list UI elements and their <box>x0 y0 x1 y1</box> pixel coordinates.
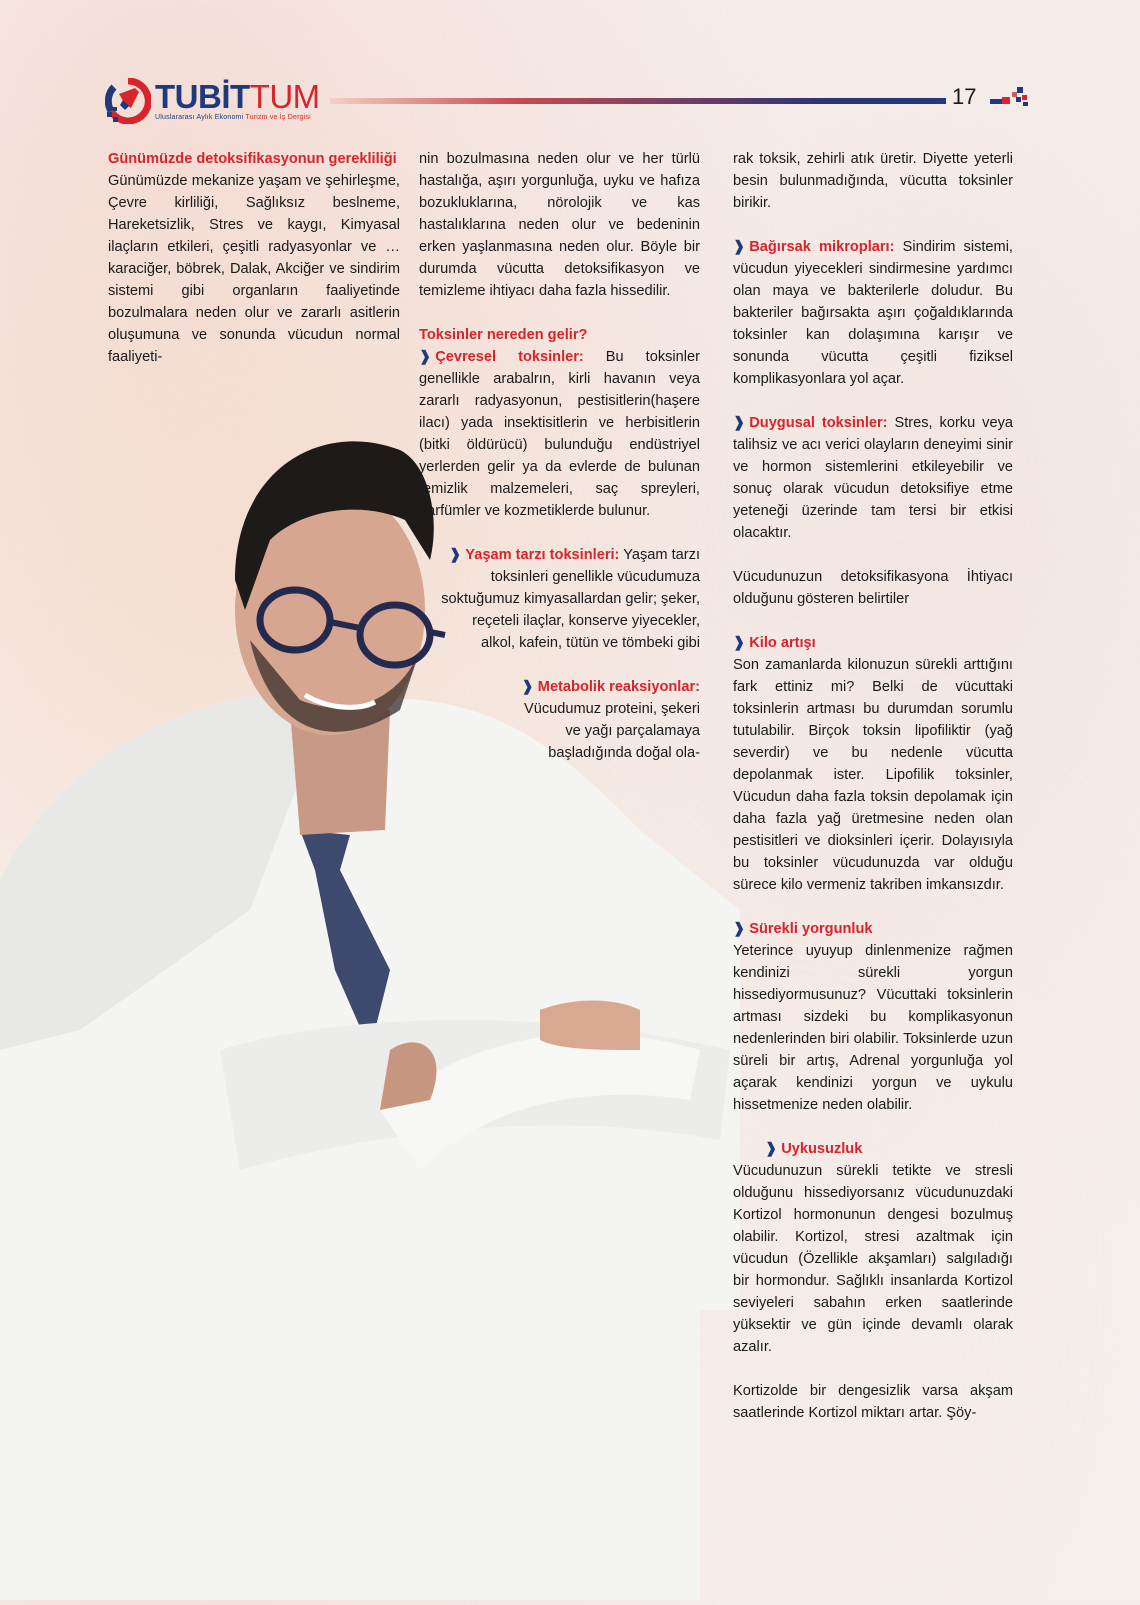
item-text: Stres, korku veya talihsiz ve acı verici olayların deneyimi sinir ve hormon sistemlerini etkileyebilir ve sonuç olarak vücudun detoksifiye etme yeteneği üzerinde tam tersi bir etkisi olacaktır. <box>733 415 1013 541</box>
logo-subtitle-red: Turizm ve İş Dergisi <box>245 113 311 121</box>
col3-intro: rak toksik, zehirli atık üretir. Diyette yeterli besin bulunmadığında, vücutta toksinler birikir. <box>733 151 1013 211</box>
header-divider <box>330 98 946 104</box>
sign-heading-weight <box>733 632 1013 654</box>
item-text: Vücudumuz proteini, şekeri ve yağı parçalamaya başladığında doğal ola- <box>523 701 700 761</box>
col3-outro: Kortizolde bir dengesizlik varsa akşam saatlerinde Kortizol miktarı artar. Şöy- <box>733 1383 1013 1421</box>
chevron-right-icon: ❱ <box>733 415 746 431</box>
sign-heading-fatigue <box>733 918 1013 940</box>
sign-heading-label: Kilo artışı <box>749 635 816 651</box>
sign-heading-label: Sürekli yorgunluk <box>749 921 873 937</box>
column-1 <box>108 148 400 368</box>
sign-text-fatigue: Yeterince uyuyup dinlenmenize rağmen kendinizi sürekli yorgun hissediyormusunuz? Vücuttaki toksinlerin artması sizdeki bu komplikasyonun nedenlerinden biri olabilir. Toksinlerde uzun süreli bir artış, Adrenal yorgunluğa yol açarak kendinizi yorgun ve uykulu hissetmenize neden olabilir. <box>733 943 1013 1113</box>
item-text: Sindirim sistemi, vücudun yiyecekleri sindirmesine yardımcı olan maya ve bakterilerle doludur. Bu bakteriler bağırsakta aşırı çoğaldıklarında toksinler kan dolaşımına karışır ve sonunda vücutta çeşitli fiziksel komplikasyonlara yol açar. <box>733 239 1013 387</box>
toxin-item-lifestyle <box>419 544 700 654</box>
sign-heading-label: Uykusuzluk <box>781 1141 863 1157</box>
chevron-right-icon: ❱ <box>419 349 432 365</box>
toxin-item-environmental <box>419 346 700 522</box>
logo-title-blue: TUBİT <box>155 77 250 115</box>
toxin-item-gut <box>733 236 1013 390</box>
logo-subtitle-blue: Uluslararası Aylık Ekonomi <box>155 113 244 121</box>
chevron-right-icon: ❱ <box>733 921 746 937</box>
magazine-logo <box>105 78 320 124</box>
chevron-right-icon: ❱ <box>733 239 746 255</box>
column-2 <box>419 148 700 764</box>
page-number: 17 <box>952 84 977 109</box>
toxin-item-emotional <box>733 412 1013 544</box>
chevron-right-icon: ❱ <box>521 679 534 695</box>
col2-intro: nin bozulmasına neden olur ve her türlü hastalığa, aşırı yorgunluğa, uyku ve hafıza bozukluklarına, nörolojik ve kas hastalıklarına neden olur ve bedeninin erken yaşlanmasına neden olur. Böyle bir durumda vücutta detoksifikasyon ve temizleme ihtiyacı daha fazla hissedilir. <box>419 151 700 299</box>
section-body-detox-need: Günümüzde mekanize yaşam ve şehirleşme, Çevre kirliliği, Sağlıksız beslneme, Hareketsizlik, Stres ve kaygı, Kimyasal ilaçların etkileri, çeşitli radyasyonlar ve … karaciğer, böbrek, Dalak, Akciğer ve sindirim sistemi gibi organların faaliyetinde bozulmalara neden olur ve zararlı asitlerin oluşumuna ve sonunda vücudun normal faaliyeti- <box>108 173 400 365</box>
logo-title-red: TUM <box>249 77 320 115</box>
column-3 <box>733 148 1013 1424</box>
item-label: Duygusal toksinler: <box>749 415 888 431</box>
section-heading-toxin-sources: Toksinler nereden gelir? <box>419 327 588 343</box>
item-label: Yaşam tarzı toksinleri: <box>465 547 620 563</box>
item-text: Yaşam tarzı toksinleri genellikle vücudumuza soktuğumuz kimyasallardan gelir; şeker, reçeteli ilaçlar, konserve yiyecekler, alkol, kafein, tütün ve tömbeki gibi <box>441 547 700 651</box>
section-heading-detox-need: Günümüzde detoksifikasyonun gerekliliği <box>108 151 397 167</box>
item-label: Bağırsak mikropları: <box>749 239 895 255</box>
chevron-right-icon: ❱ <box>733 635 746 651</box>
item-label: Metabolik reaksiyonlar: <box>537 679 700 695</box>
item-text: Bu toksinler genellikle arabalrın, kirli havanın veya zararlı radyasyonun, pestisitlerin(haşere ilacı) yada insektisitlerin ve herbisitlerin (bitki öldürücü) bulunduğu endüstriyel yerlerden gelir ya da evlerde de bulunan temizlik malzemeleri, saç spreyleri, parfümler ve kozmetiklerde bulunur. <box>419 349 700 519</box>
logo-emblem-icon <box>105 78 151 124</box>
sign-text-insomnia: Vücudunuzun sürekli tetikte ve stresli olduğunu hissediyorsanız vücudunuzdaki Kortizol hormonunun dengesi bozulmuş olabilir. Kortizol, stresi azaltmak için vücudun (Özellikle akşamları) salgıladığı bir hormondur. Sağlıklı insanlarda Kortizol seviyeleri sabahın erken saatlerinde yüksektir ve gün içinde devamlı olarak azalır. <box>733 1163 1013 1355</box>
signs-intro: Vücudunuzun detoksifikasyona İhtiyacı olduğunu gösteren belirtiler <box>733 569 1013 607</box>
toxin-item-metabolic <box>419 676 700 764</box>
item-label: Çevresel toksinler: <box>435 349 584 365</box>
sign-text-weight: Son zamanlarda kilonuzun sürekli arttığını fark ettiniz mi? Belki de vücuttaki toksinlerin artması bu durumdan sorumlu tutulabilir. Birçok toksin lipofiliktir (yağ severdir) ve bu nedenle vücutta depolanmak ister. Lipofilik toksinler, Vücudun daha fazla toksin depolamak için daha fazla yağ üretmesine neden olan pestisitleri ve dioksinleri içerir. Dolayısıyla bu toksinler vücudunuzda var olduğu sürece kilo vermeniz takriben imkansızdır. <box>733 657 1013 893</box>
chevron-right-icon: ❱ <box>449 547 462 563</box>
corner-pixel-icon <box>990 85 1030 107</box>
sign-heading-insomnia <box>733 1138 1013 1160</box>
chevron-right-icon: ❱ <box>765 1141 778 1157</box>
